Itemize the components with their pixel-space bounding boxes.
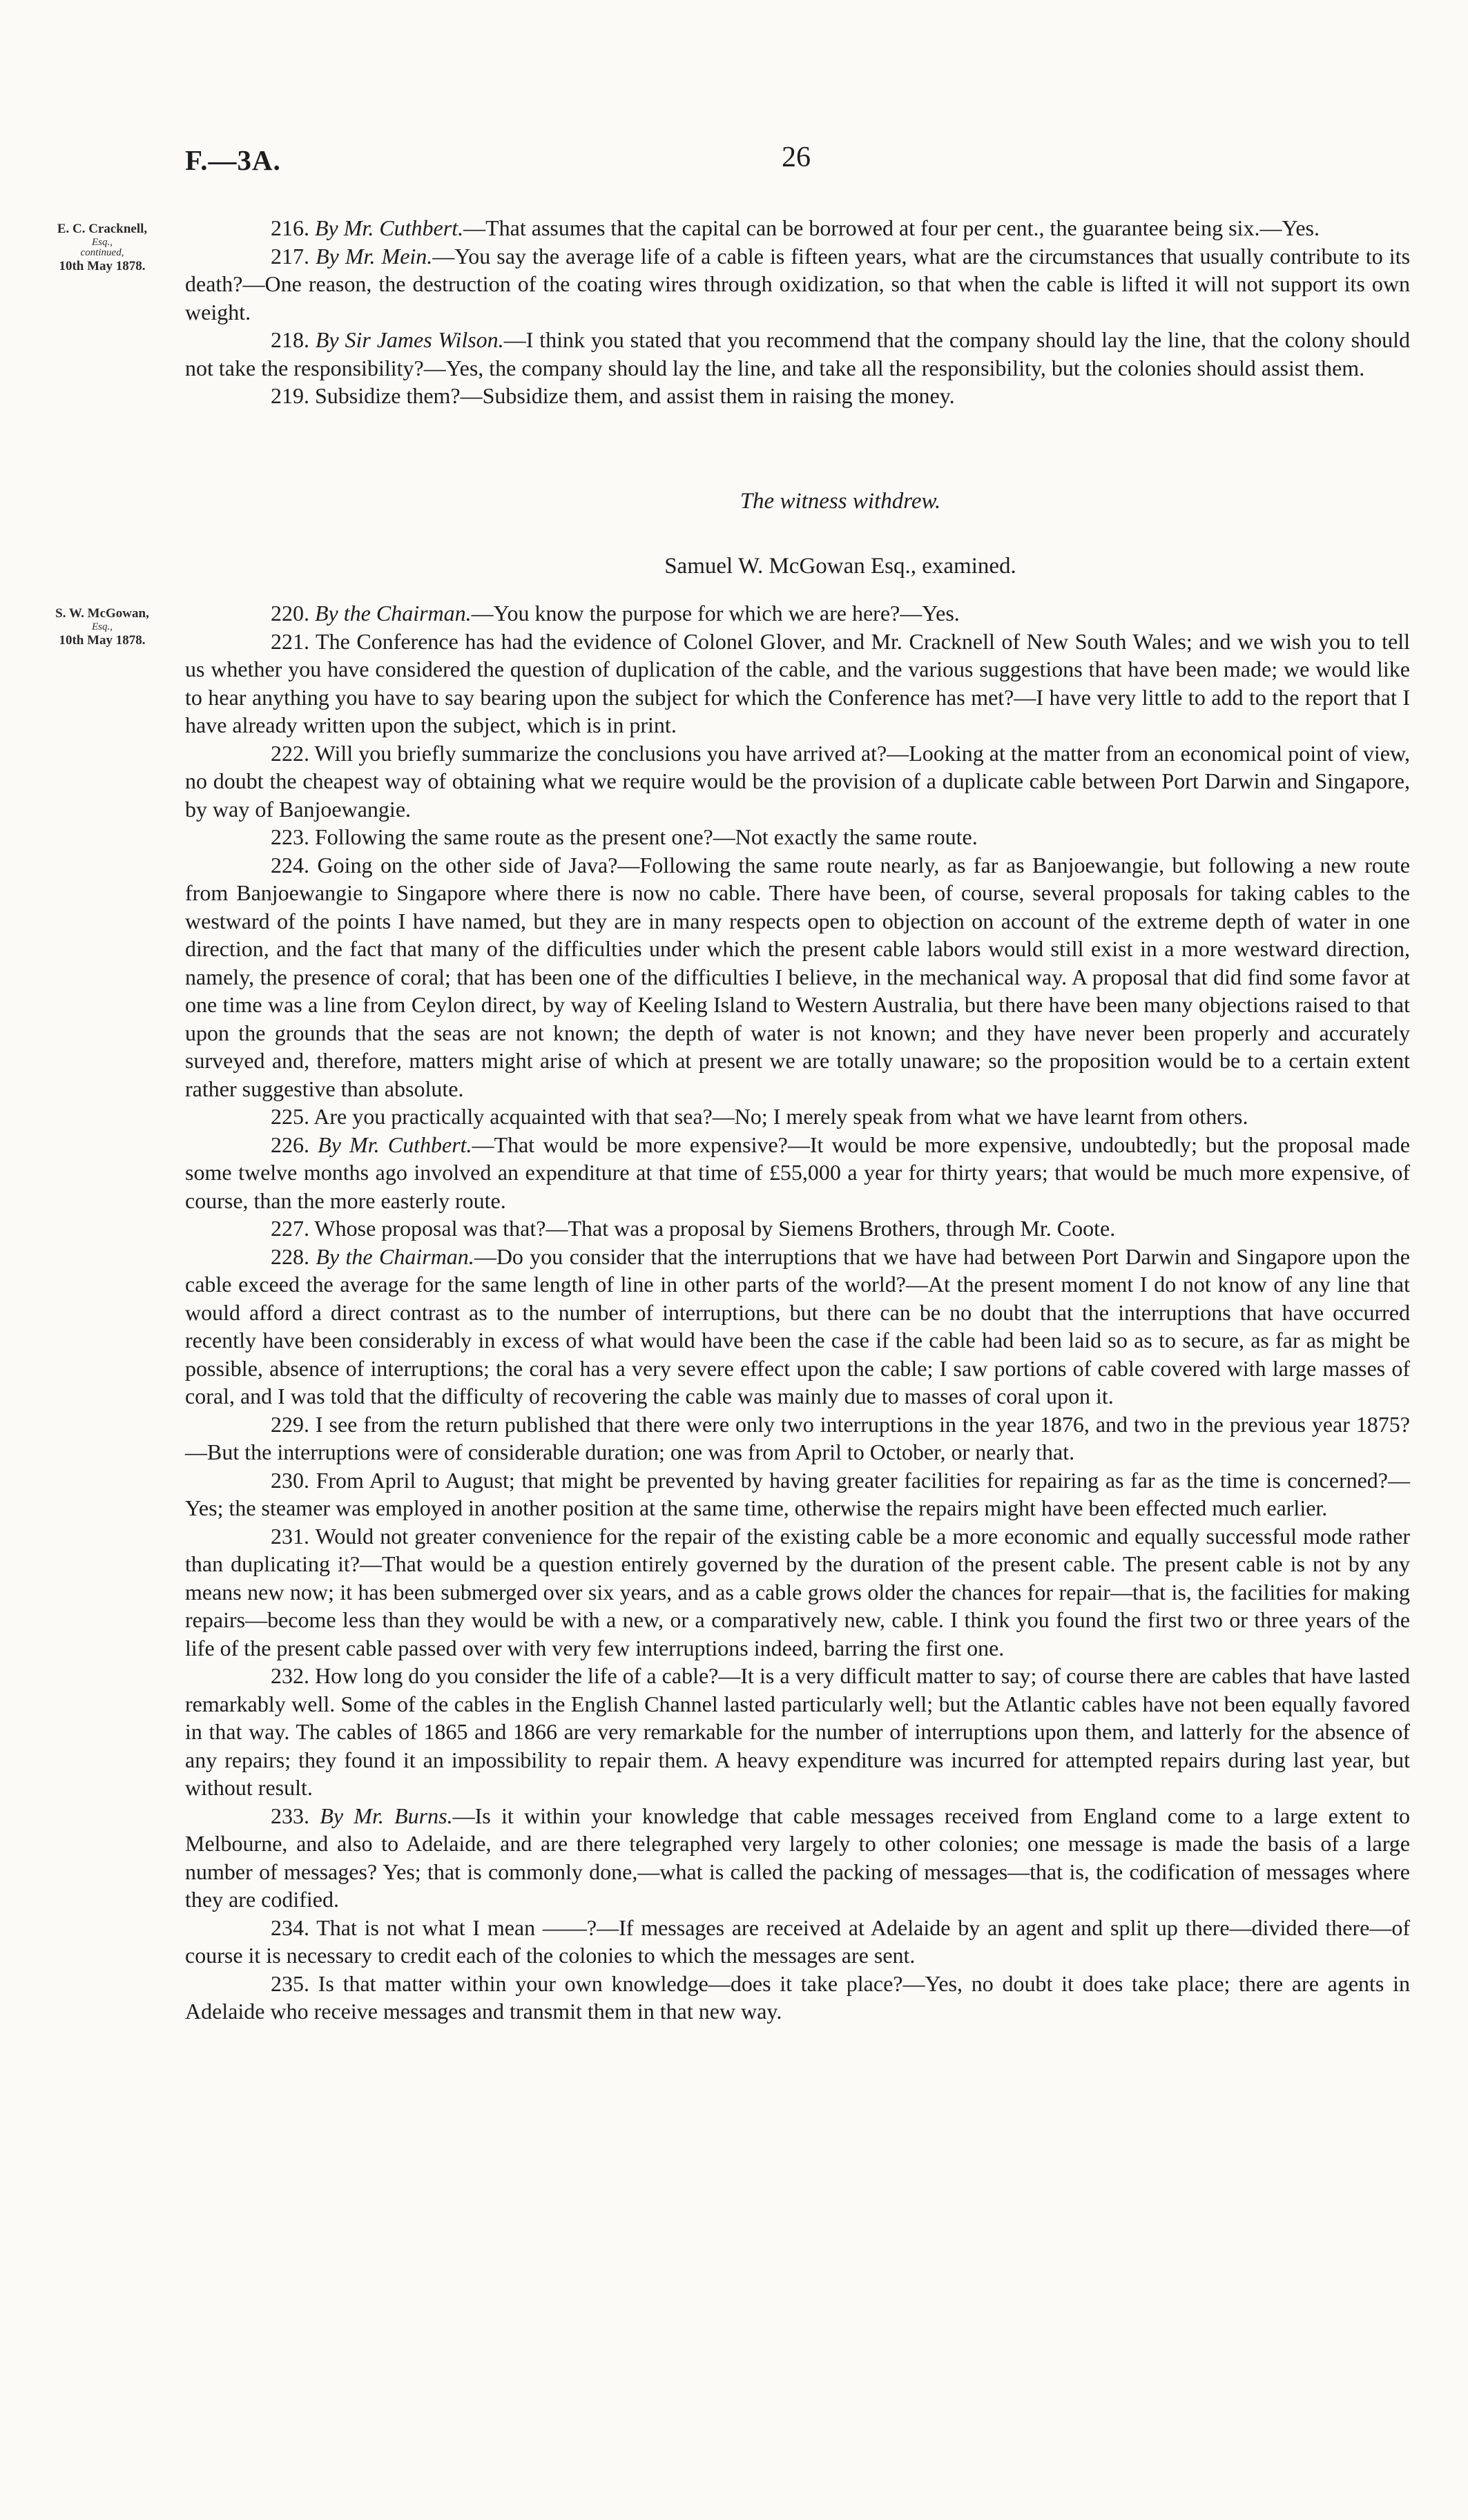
margin-note-date: 10th May 1878. — [59, 633, 146, 648]
document-reference: F.—3A. — [185, 144, 281, 176]
question-paragraph: 224. Going on the other side of Java?—Following the same route nearly, as far as Banjoewangie, but following a new route from Banjoewangie to Singapore where there is now no cable. There have been, of course, several proposals for taking cables to the westward of the points I have named, but they are in many respects open to objection on account of the extreme depth of water in one direction, and the fact that many of the difficulties under which the present cable labors would still exist in a more westward direction, namely, the presence of coral; that has been one of the difficulties I believe, in the mechanical way. A proposal that did find some favor at one time was a line from Ceylon direct, by way of Keeling Island to Western Australia, but there have been many objections raised to that upon the grounds that the seas are not known; the depth of water is not known; and they have never been properly and accurately surveyed and, therefore, matters might arise of which at present we are totally unaware; so the proposition would be to a certain extent rather suggestive than absolute. — [185, 852, 1410, 1101]
testimony-section-mcgowan — [185, 599, 1410, 2026]
question-paragraph: 217. By Mr. Mein.—You say the average life of a cable is fifteen years, what are the circumstances that usually contribute to its death?—One reason, the destruction of the coating wires through oxidization, so that when the cable is lifted it will not support its own weight. — [185, 243, 1411, 324]
question-paragraph: 227. Whose proposal was that?—That was a proposal by Siemens Brothers, through Mr. Coote. — [271, 1216, 1116, 1241]
question-paragraph: 235. Is that matter within your own knowledge—does it take place?—Yes, no doubt it does take place; there are agents in Adelaide who receive messages and transmit them in that new way. — [185, 1970, 1411, 2024]
margin-note-name: S. W. McGowan, — [55, 606, 149, 621]
margin-note-title: Esq., — [92, 621, 113, 632]
question-paragraph: 233. By Mr. Burns.—Is it within your knowledge that cable messages received from England come to a large extent to Melbourne, and also to Adelaide, and are there telegraphed very largely to other colonies; one message is made the basis of a large number of messages? Yes; that is commonly done,—what is called the packing of messages—that is, the codification of messages where they are codified. — [185, 1803, 1411, 1912]
question-paragraph: 222. Will you briefly summarize the conclusions you have arrived at?—Looking at the matter from an economical point of view, no doubt the cheapest way of obtaining what we require would be the provision of a duplicate cable between Port Darwin and Singapore, by way of Banjoewangie. — [185, 740, 1411, 822]
question-paragraph: 232. How long do you consider the life of a cable?—It is a very difficult matter to say; of course there are cables that have lasted remarkably well. Some of the cables in the English Channel lasted particularly well; but the Atlantic cables have not been equally favored in that way. The cables of 1865 and 1866 are very remarkable for the number of interruptions upon them, and latterly for the absence of any repairs; they found it an impossibility to repair them. A heavy expenditure was incurred for attempted repairs during last year, but without result. — [185, 1663, 1411, 1800]
question-paragraph: 230. From April to August; that might be prevented by having greater facilities for repairing as far as the time is concerned?—Yes; the steamer was employed in another position at the same time, otherwise the repairs might have been effected much earlier. — [185, 1467, 1411, 1520]
margin-note-name: E. C. Cracknell, — [57, 222, 148, 236]
witness-withdrew: The witness withdrew. — [740, 489, 941, 514]
question-paragraph: 234. That is not what I mean ——?—If messages are received at Adelaide by an agent and split up there—divided there—of course it is necessary to credit each of the colonies to which the messages are sent. — [185, 1915, 1411, 1968]
margin-note-mcgowan — [6, 605, 199, 649]
question-paragraph: 223. Following the same route as the present one?—Not exactly the same route. — [271, 824, 978, 849]
question-paragraph: 229. I see from the return published that there were only two interruptions in the year 1876, and two in the previous year 1875?—But the interruptions were of considerable duration; one was from April to October, or nearly that. — [185, 1411, 1411, 1464]
witness-heading: Samuel W. McGowan Esq., examined. — [664, 554, 1016, 579]
margin-note-title: Esq., — [92, 237, 113, 248]
question-paragraph: 231. Would not greater convenience for the repair of the existing cable be a more economic and equally successful mode rather than duplicating it?—That would be a question entirely governed by the duration of the present cable. The present cable is not by any means new now; it has been submerged over six years, and as a cable grows older the chances for repair—that is, the facilities for making repairs—become less than they would be with a new, or a comparatively new, cable. I think you found the first two or three years of the life of the present cable passed over with very few interruptions indeed, barring the first one. — [185, 1523, 1411, 1660]
question-paragraph: 221. The Conference has had the evidence of Colonel Glover, and Mr. Cracknell of New South Wales; and we wish you to tell us whether you have considered the question of duplication of the cable, and the various suggestions that have been made; we would like to hear anything you have to say bearing upon the subject for which the Conference has met?—I have very little to add to the report that I have already written upon the subject, which is in print. — [185, 628, 1411, 737]
question-paragraph: 228. By the Chairman.—Do you consider that the interruptions that we have had between Port Darwin and Singapore upon the cable exceed the average for the same length of line in other parts of the world?—At the present moment I do not know of any line that would afford a direct contrast as to the number of interruptions, but there can be no doubt that the interruptions that have occurred recently have been considerably in excess of what would have been the case if the cable had been laid so as to secure, as far as might be possible, absence of interruptions; the coral has a very severe effect upon the cable; I saw portions of cable covered with large masses of coral, and I was told that the difficulty of recovering the cable was mainly due to masses of coral upon it. — [185, 1243, 1411, 1408]
question-paragraph: 219. Subsidize them?—Subsidize them, and assist them in raising the money. — [271, 383, 955, 408]
question-paragraph: 218. By Sir James Wilson.—I think you stated that you recommend that the company should lay the line, that the colony should not take the responsibility?—Yes, the company should lay the line, and take all the responsibility, but the colonies should assist them. — [185, 327, 1411, 380]
question-paragraph: 225. Are you practically acquainted with that sea?—No; I merely speak from what we have learnt from others. — [271, 1104, 1248, 1129]
page-number: 26 — [782, 142, 811, 173]
testimony-section-cracknell — [185, 214, 1410, 410]
margin-note-date: 10th May 1878. — [59, 259, 146, 273]
page-header — [0, 144, 1468, 185]
question-paragraph: 226. By Mr. Cuthbert.—That would be more expensive?—It would be more expensive, undoubtedly; but the proposal made some twelve months ago involved an expenditure at that time of £55,000 a year for thirty years; that would be much more expensive, of course, than the more easterly route. — [185, 1132, 1411, 1213]
margin-note-status: continued, — [80, 247, 124, 258]
question-paragraph: 216. By Mr. Cuthbert.—That assumes that the capital can be borrowed at four per cent., the guarantee being six.—Yes. — [271, 215, 1320, 240]
question-paragraph: 220. By the Chairman.—You know the purpose for which we are here?—Yes. — [271, 601, 960, 626]
margin-note-cracknell — [6, 221, 199, 275]
